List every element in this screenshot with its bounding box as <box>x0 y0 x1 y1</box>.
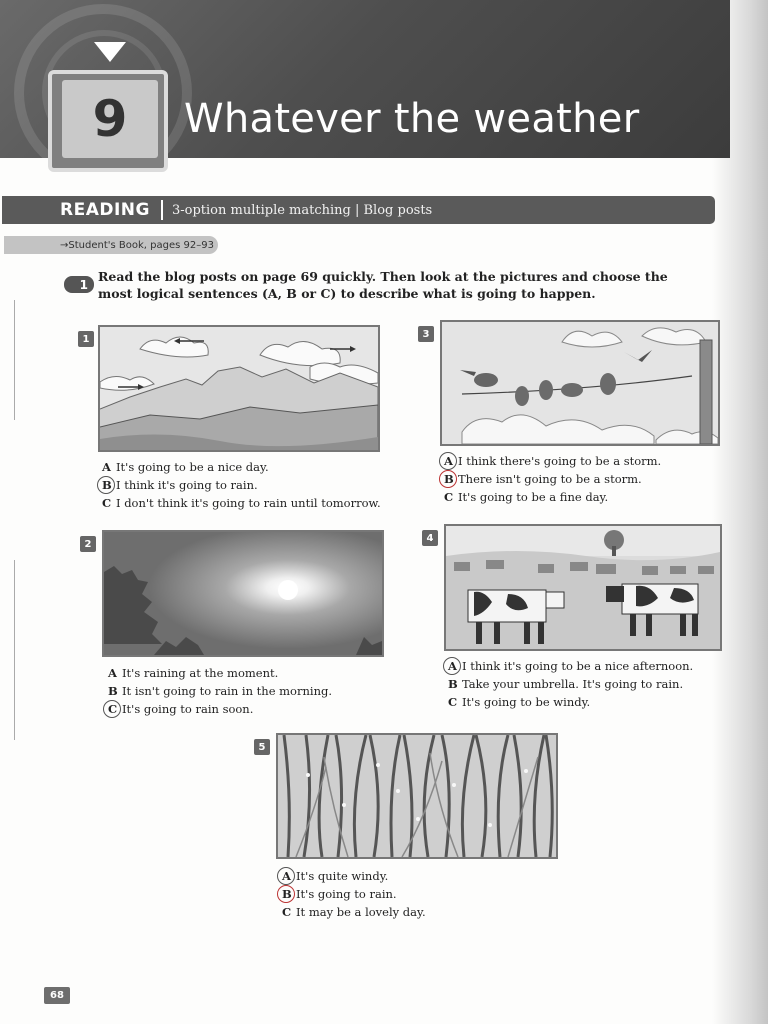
picture-number-5: 5 <box>254 739 270 755</box>
picture-3-birds <box>440 320 720 446</box>
option-4b[interactable]: B Take your umbrella. It's going to rain. <box>448 677 684 691</box>
picture-2-sun <box>102 530 384 657</box>
option-4a[interactable]: A I think it's going to be a nice afternoon. <box>448 657 693 675</box>
picture-number-4: 4 <box>422 530 438 546</box>
picture-number-1: 1 <box>78 331 94 347</box>
options-item-5 <box>282 867 426 921</box>
picture-5-grass <box>276 733 558 859</box>
option-1a[interactable]: A It's going to be a nice day. <box>102 460 269 474</box>
arrow-right-icon: → <box>60 239 69 251</box>
option-5a[interactable]: A It's quite windy. <box>282 867 426 885</box>
page-number: 68 <box>44 987 70 1004</box>
options-item-3 <box>444 452 661 506</box>
option-5b[interactable]: B It's going to rain. <box>282 885 426 903</box>
section-bar <box>2 196 715 224</box>
triangle-marker-icon <box>94 42 126 62</box>
exercise-instruction: Read the blog posts on page 69 quickly. Then look at the pictures and choose the most logical sentences (A, B or C) to describe what is going to happen. <box>98 269 668 301</box>
option-1c[interactable]: C I don't think it's going to rain until tomorrow. <box>102 496 381 510</box>
answer-circle <box>439 452 457 470</box>
section-subtitle: 3-option multiple matching | Blog posts <box>171 202 433 218</box>
option-2a[interactable]: A It's raining at the moment. <box>108 666 279 680</box>
picture-number-3: 3 <box>418 326 434 342</box>
option-3a[interactable]: A I think there's going to be a storm. <box>444 452 661 470</box>
option-1b[interactable]: B I think it's going to rain. <box>102 476 381 494</box>
picture-number-2: 2 <box>80 536 96 552</box>
section-label: READING <box>60 200 150 220</box>
answer-circle <box>103 700 121 718</box>
option-5c[interactable]: C It may be a lovely day. <box>282 905 426 919</box>
options-item-1 <box>102 458 381 512</box>
answer-circle <box>277 867 295 885</box>
picture-1-mountains <box>98 325 380 452</box>
exercise-number: 1 <box>64 276 94 293</box>
picture-4-cows <box>444 524 722 651</box>
option-3c[interactable]: C It's going to be a fine day. <box>444 490 609 504</box>
margin-mark <box>14 300 15 420</box>
option-3b[interactable]: B There isn't going to be a storm. <box>444 470 661 488</box>
students-book-reference <box>4 236 218 254</box>
answer-circle <box>439 470 457 488</box>
answer-circle <box>277 885 295 903</box>
options-item-2 <box>108 664 332 718</box>
options-item-4 <box>448 657 693 711</box>
section-divider <box>161 200 163 220</box>
unit-number: 9 <box>62 80 158 158</box>
answer-circle <box>97 476 115 494</box>
option-4c[interactable]: C It's going to be windy. <box>448 695 591 709</box>
option-2c[interactable]: C It's going to rain soon. <box>108 700 332 718</box>
answer-circle <box>443 657 461 675</box>
reference-text: Student's Book, pages 92–93 <box>68 239 214 251</box>
margin-mark <box>14 560 15 740</box>
unit-title: Whatever the weather <box>184 96 640 142</box>
option-2b[interactable]: B It isn't going to rain in the morning. <box>108 684 332 698</box>
